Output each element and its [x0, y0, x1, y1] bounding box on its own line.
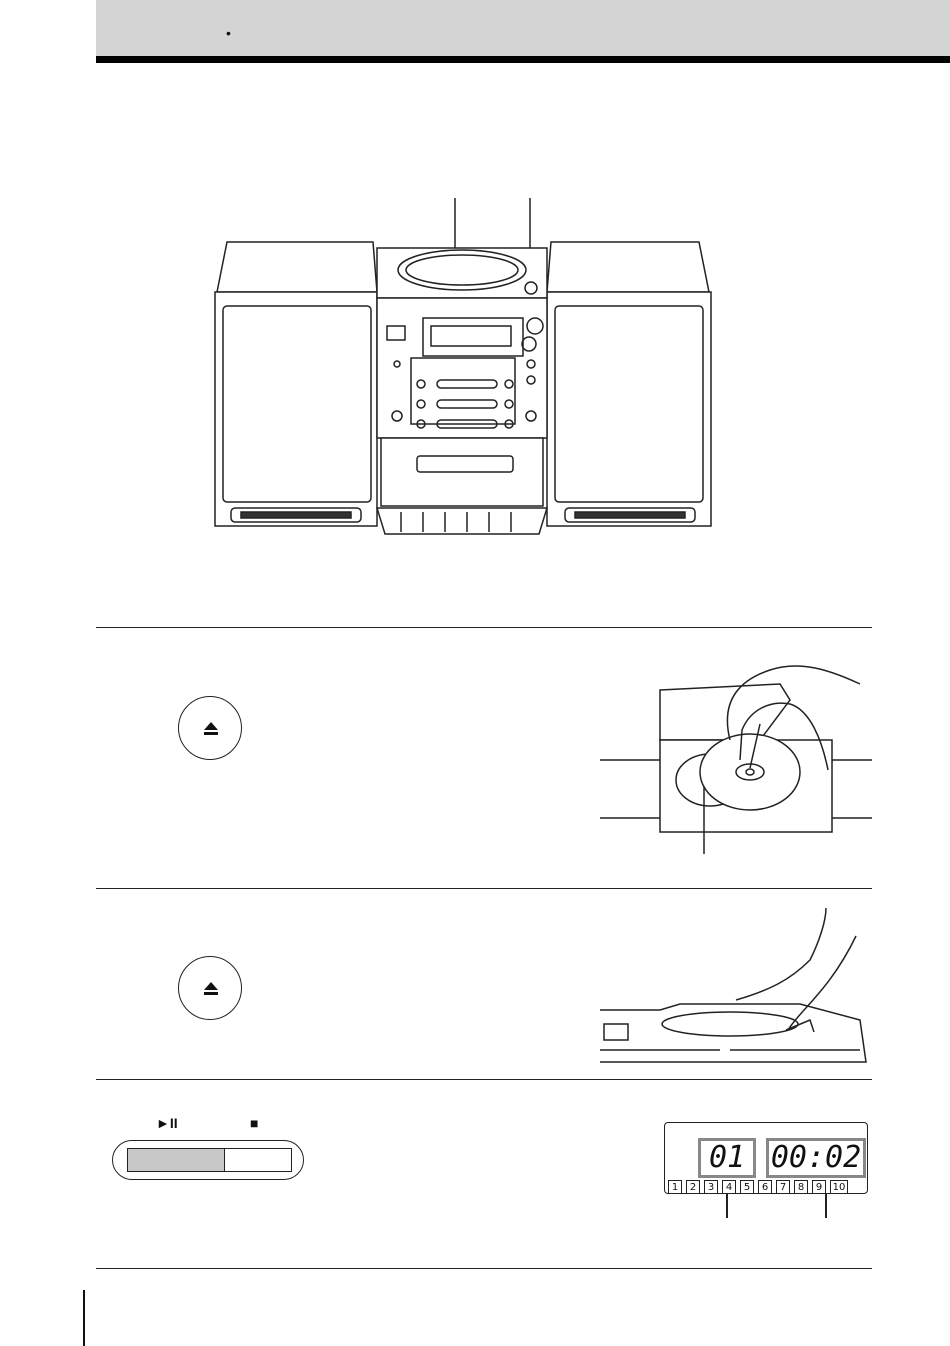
play-pause-button[interactable]	[127, 1148, 225, 1172]
play-pause-icon: ►II	[156, 1115, 178, 1131]
cd-close-illustration	[600, 900, 872, 1070]
section-divider-3	[96, 1079, 872, 1080]
stop-button[interactable]	[224, 1148, 292, 1172]
track-indicator: 6	[758, 1180, 772, 1194]
eject-button[interactable]	[178, 696, 242, 760]
track-indicator: 3	[704, 1180, 718, 1194]
header-rule	[96, 56, 950, 63]
track-indicator: 4	[722, 1180, 736, 1194]
track-indicator: 10	[830, 1180, 848, 1194]
cd-insert-illustration	[600, 640, 872, 860]
stereo-illustration	[205, 190, 725, 550]
section-divider-1	[96, 627, 872, 628]
page-margin-rule	[83, 1290, 85, 1346]
eject-icon	[201, 719, 221, 739]
track-number-display: 01	[698, 1138, 756, 1178]
section-divider-4	[96, 1268, 872, 1269]
stop-icon: ■	[250, 1115, 259, 1131]
track-indicator: 8	[794, 1180, 808, 1194]
section-divider-2	[96, 888, 872, 889]
eject-icon	[201, 979, 221, 999]
header-band	[96, 0, 950, 56]
track-indicator: 2	[686, 1180, 700, 1194]
header-mark: •	[226, 25, 231, 41]
track-indicator: 9	[812, 1180, 826, 1194]
track-indicator: 5	[740, 1180, 754, 1194]
elapsed-time-display: 00:02	[766, 1138, 866, 1178]
callout-line-track	[726, 1194, 728, 1218]
track-indicator: 1	[668, 1180, 682, 1194]
eject-button-close[interactable]	[178, 956, 242, 1020]
track-indicator: 7	[776, 1180, 790, 1194]
track-indicator-row	[668, 1180, 868, 1194]
callout-line-time	[825, 1194, 827, 1218]
